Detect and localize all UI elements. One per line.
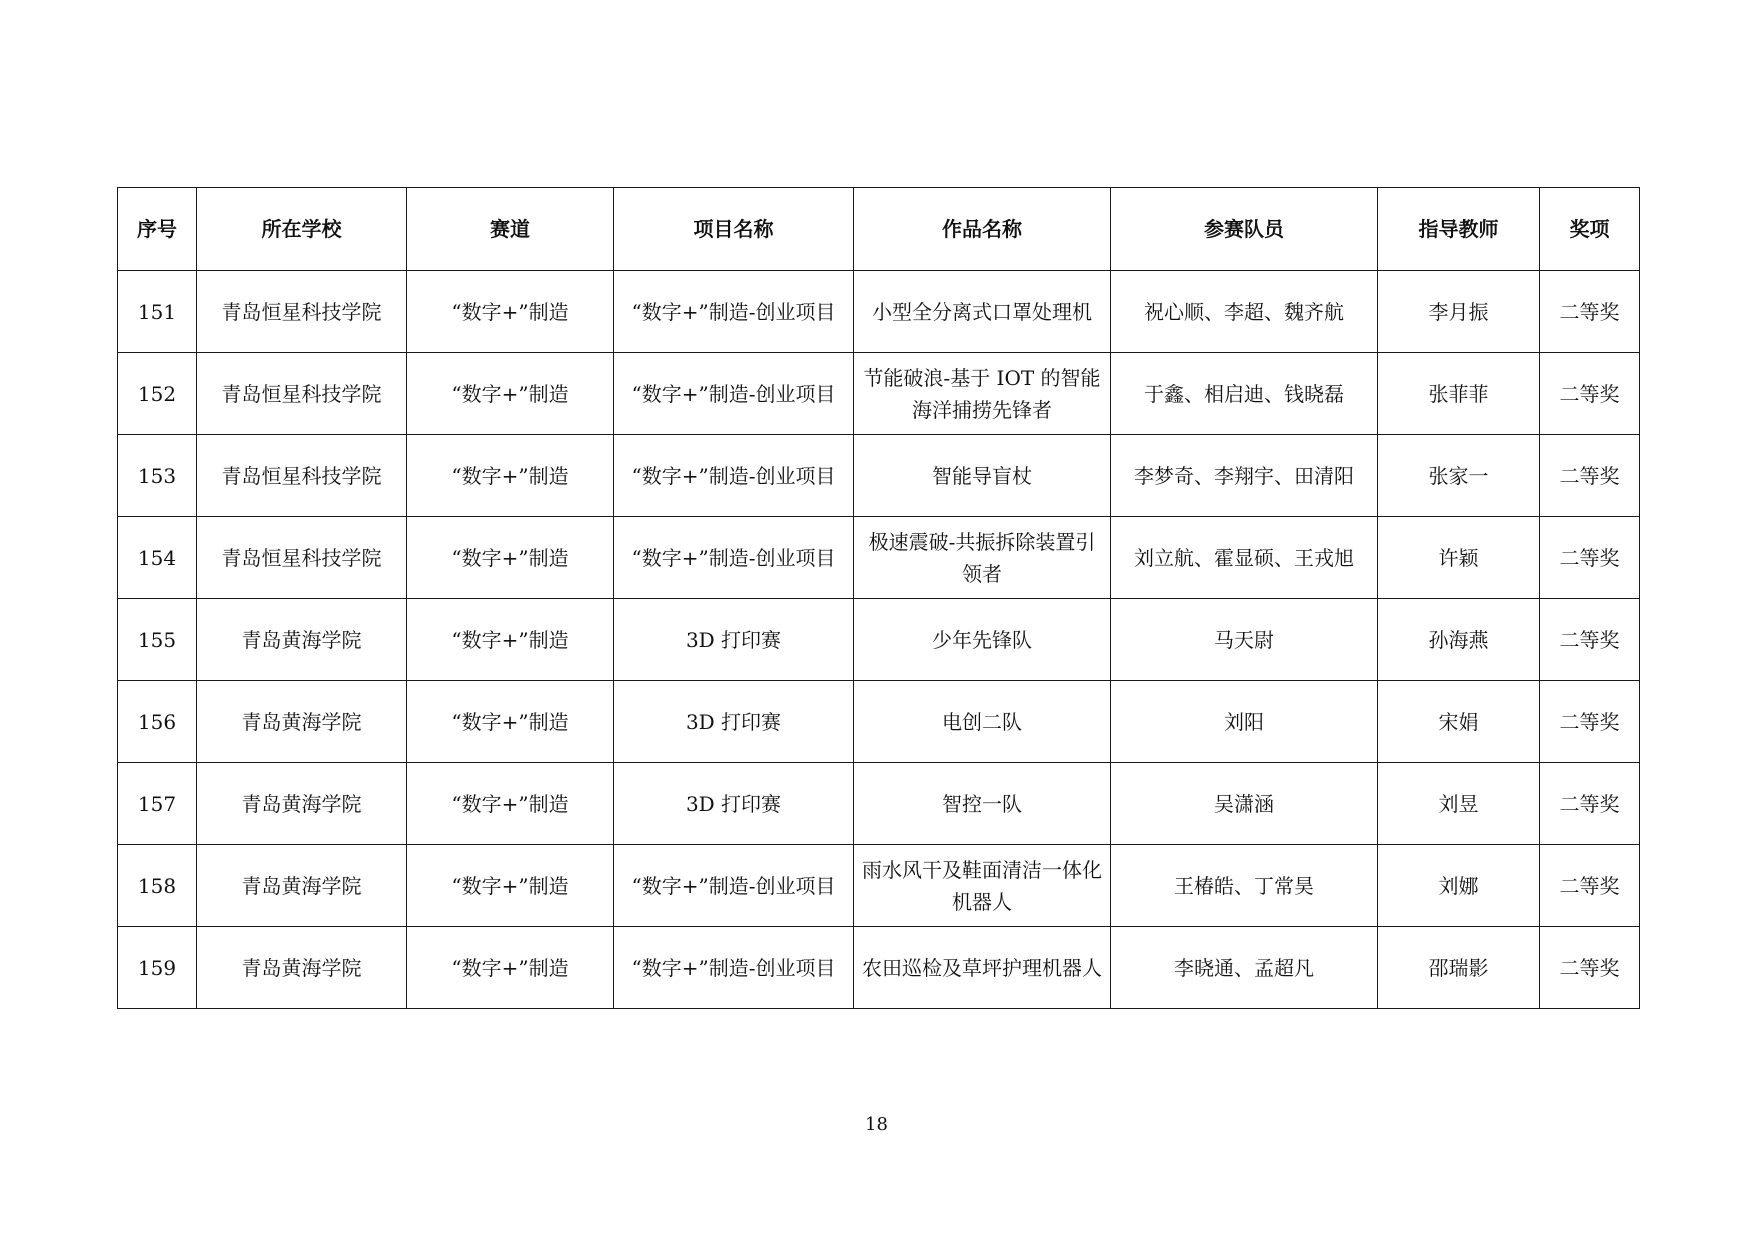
cell-track: “数字+”制造 <box>407 681 614 763</box>
table-row <box>118 435 1640 517</box>
cell-track: “数字+”制造 <box>407 353 614 435</box>
header-school: 所在学校 <box>197 188 407 271</box>
cell-award: 二等奖 <box>1540 599 1640 681</box>
cell-work: 极速震破-共振拆除装置引领者 <box>854 517 1111 599</box>
cell-school: 青岛黄海学院 <box>197 763 407 845</box>
cell-track: “数字+”制造 <box>407 763 614 845</box>
cell-index: 155 <box>118 599 197 681</box>
cell-members: 吴潇涵 <box>1111 763 1378 845</box>
cell-award: 二等奖 <box>1540 845 1640 927</box>
cell-project: “数字+”制造-创业项目 <box>614 353 854 435</box>
results-table <box>117 187 1640 1009</box>
table-header-row <box>118 188 1640 271</box>
cell-work: 智能导盲杖 <box>854 435 1111 517</box>
cell-school: 青岛黄海学院 <box>197 845 407 927</box>
cell-work: 智控一队 <box>854 763 1111 845</box>
cell-advisor: 宋娟 <box>1378 681 1540 763</box>
cell-index: 157 <box>118 763 197 845</box>
cell-track: “数字+”制造 <box>407 599 614 681</box>
table-row <box>118 845 1640 927</box>
cell-members: 王椿皓、丁常昊 <box>1111 845 1378 927</box>
cell-project: 3D 打印赛 <box>614 681 854 763</box>
cell-project: 3D 打印赛 <box>614 599 854 681</box>
cell-award: 二等奖 <box>1540 517 1640 599</box>
cell-advisor: 邵瑞影 <box>1378 927 1540 1009</box>
cell-advisor: 许颖 <box>1378 517 1540 599</box>
cell-index: 158 <box>118 845 197 927</box>
cell-track: “数字+”制造 <box>407 517 614 599</box>
cell-school: 青岛恒星科技学院 <box>197 271 407 353</box>
cell-award: 二等奖 <box>1540 927 1640 1009</box>
cell-school: 青岛黄海学院 <box>197 681 407 763</box>
header-members: 参赛队员 <box>1111 188 1378 271</box>
cell-members: 祝心顺、李超、魏齐航 <box>1111 271 1378 353</box>
cell-award: 二等奖 <box>1540 435 1640 517</box>
cell-work: 电创二队 <box>854 681 1111 763</box>
header-advisor: 指导教师 <box>1378 188 1540 271</box>
cell-index: 156 <box>118 681 197 763</box>
cell-school: 青岛恒星科技学院 <box>197 353 407 435</box>
cell-project: “数字+”制造-创业项目 <box>614 517 854 599</box>
cell-track: “数字+”制造 <box>407 927 614 1009</box>
cell-project: “数字+”制造-创业项目 <box>614 435 854 517</box>
page-number: 18 <box>865 1114 888 1135</box>
cell-award: 二等奖 <box>1540 681 1640 763</box>
cell-school: 青岛黄海学院 <box>197 599 407 681</box>
table-row <box>118 271 1640 353</box>
results-table-container <box>117 187 1639 1009</box>
cell-advisor: 张家一 <box>1378 435 1540 517</box>
header-track: 赛道 <box>407 188 614 271</box>
cell-members: 于鑫、相启迪、钱晓磊 <box>1111 353 1378 435</box>
table-row <box>118 517 1640 599</box>
cell-members: 刘阳 <box>1111 681 1378 763</box>
cell-award: 二等奖 <box>1540 353 1640 435</box>
header-index: 序号 <box>118 188 197 271</box>
cell-track: “数字+”制造 <box>407 271 614 353</box>
cell-award: 二等奖 <box>1540 763 1640 845</box>
cell-project: “数字+”制造-创业项目 <box>614 271 854 353</box>
cell-work: 农田巡检及草坪护理机器人 <box>854 927 1111 1009</box>
cell-work: 少年先锋队 <box>854 599 1111 681</box>
header-award: 奖项 <box>1540 188 1640 271</box>
cell-index: 153 <box>118 435 197 517</box>
cell-index: 151 <box>118 271 197 353</box>
cell-advisor: 张菲菲 <box>1378 353 1540 435</box>
cell-track: “数字+”制造 <box>407 435 614 517</box>
table-row <box>118 599 1640 681</box>
cell-school: 青岛恒星科技学院 <box>197 517 407 599</box>
table-row <box>118 763 1640 845</box>
cell-track: “数字+”制造 <box>407 845 614 927</box>
cell-project: 3D 打印赛 <box>614 763 854 845</box>
cell-award: 二等奖 <box>1540 271 1640 353</box>
table-row <box>118 927 1640 1009</box>
cell-work: 节能破浪-基于 IOT 的智能海洋捕捞先锋者 <box>854 353 1111 435</box>
cell-members: 李梦奇、李翔宇、田清阳 <box>1111 435 1378 517</box>
cell-project: “数字+”制造-创业项目 <box>614 927 854 1009</box>
cell-work: 雨水风干及鞋面清洁一体化机器人 <box>854 845 1111 927</box>
cell-advisor: 孙海燕 <box>1378 599 1540 681</box>
cell-index: 159 <box>118 927 197 1009</box>
cell-members: 马天尉 <box>1111 599 1378 681</box>
cell-advisor: 刘昱 <box>1378 763 1540 845</box>
cell-index: 152 <box>118 353 197 435</box>
cell-school: 青岛黄海学院 <box>197 927 407 1009</box>
header-project: 项目名称 <box>614 188 854 271</box>
cell-members: 李晓通、孟超凡 <box>1111 927 1378 1009</box>
cell-project: “数字+”制造-创业项目 <box>614 845 854 927</box>
cell-work: 小型全分离式口罩处理机 <box>854 271 1111 353</box>
table-row <box>118 681 1640 763</box>
cell-school: 青岛恒星科技学院 <box>197 435 407 517</box>
cell-index: 154 <box>118 517 197 599</box>
header-work: 作品名称 <box>854 188 1111 271</box>
cell-advisor: 李月振 <box>1378 271 1540 353</box>
cell-members: 刘立航、霍显硕、王戎旭 <box>1111 517 1378 599</box>
table-row <box>118 353 1640 435</box>
cell-advisor: 刘娜 <box>1378 845 1540 927</box>
